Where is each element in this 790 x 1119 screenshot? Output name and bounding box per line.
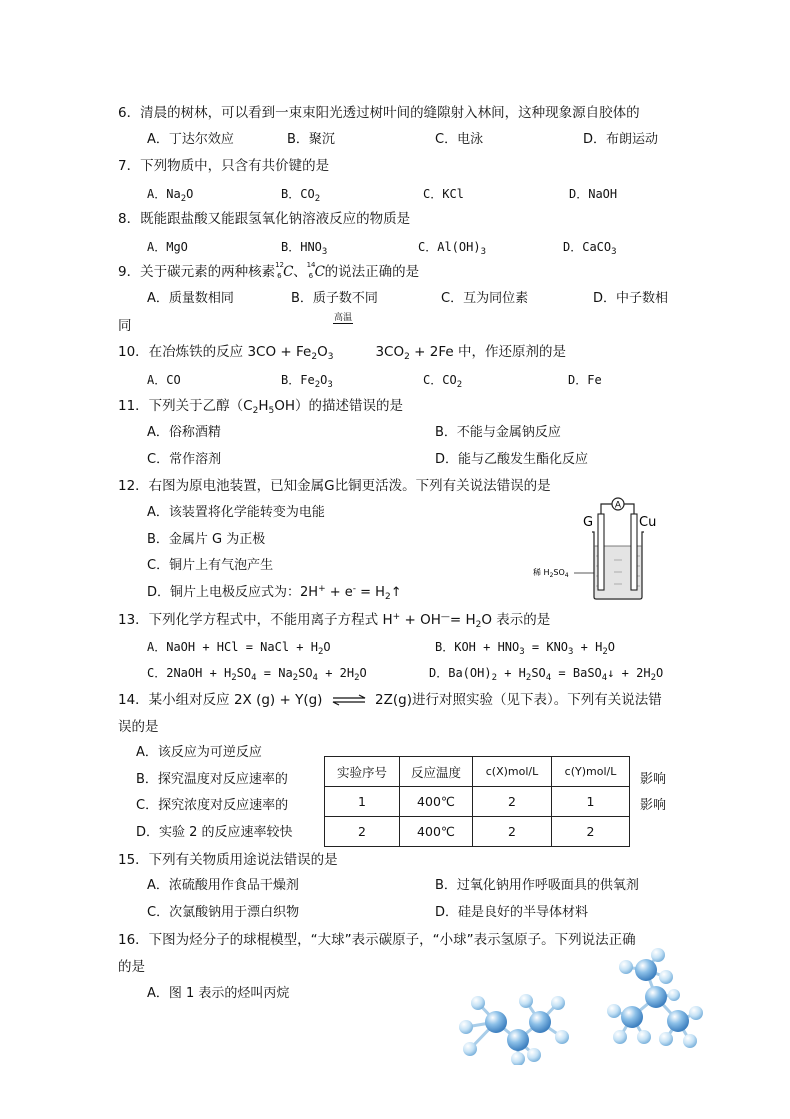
q15-option-d: D．硅是良好的半导体材料 — [435, 905, 589, 920]
electrode-g — [598, 514, 604, 590]
electrode-g-label: G — [583, 515, 594, 530]
q15-stem: 15．下列有关物质用途说法错误的是 — [118, 852, 338, 868]
electrode-cu-label: Cu — [639, 515, 657, 530]
q6-option-d: D．布朗运动 — [583, 132, 659, 147]
q16-stem-wrap: 的是 — [118, 959, 145, 975]
table-cell: 2 — [473, 787, 552, 817]
q8-option-a: A．MgO — [147, 240, 188, 254]
q13-option-a: A．NaOH + HCl = NaCl + $H_2O$ — [147, 640, 331, 657]
q14-option-c-tail: 影响 — [640, 798, 667, 813]
q15-option-a: A．浓硫酸用作食品干燥剂 — [147, 878, 299, 893]
q10-condition: 高温 — [334, 313, 353, 323]
q7-option-c: C．KCl — [423, 187, 464, 201]
q14-option-a: A．该反应为可逆反应 — [136, 745, 262, 760]
q12-option-b: B．金属片 G 为正极 — [147, 532, 266, 547]
table-cell: 1 — [325, 787, 400, 817]
table-header-row — [325, 757, 630, 787]
svg-text:A: A — [614, 500, 622, 511]
q8-option-c: C．$Al(OH)_3$ — [418, 240, 486, 257]
q6-option-c: C．电泳 — [435, 132, 484, 147]
q6-option-b: B．聚沉 — [287, 132, 335, 147]
galvanic-cell-figure — [530, 494, 660, 606]
q8-option-b: B．$HNO_3$ — [281, 240, 328, 257]
table-cell: 400℃ — [400, 817, 473, 847]
table-cell: 2 — [325, 817, 400, 847]
table-header: 反应温度 — [400, 757, 473, 787]
q14-option-b-tail: 影响 — [640, 772, 667, 787]
q14-option-b: B．探究温度对反应速率的 — [136, 772, 288, 787]
q13-stem: 13．下列化学方程式中，不能用离子方程式 $H^+ + OH^—= H_2O$ 表示的是 — [118, 612, 551, 630]
molecule-models — [440, 945, 720, 1065]
q7-option-b: B．$CO_2$ — [281, 187, 321, 204]
q12-option-c: C．铜片上有气泡产生 — [147, 558, 274, 573]
table-cell: 2 — [552, 817, 630, 847]
nuclide-c12: 12 6 C — [275, 261, 294, 280]
molecule-model-1 — [459, 994, 569, 1065]
table-header: c(Y)mol/L — [552, 757, 630, 787]
q15-option-c: C．次氯酸钠用于漂白织物 — [147, 905, 300, 920]
table-cell: 400℃ — [400, 787, 473, 817]
table-row — [325, 817, 630, 847]
q15-option-b: B．过氧化钠用作呼吸面具的供氧剂 — [435, 878, 639, 893]
q10-option-c: C．$CO_2$ — [423, 373, 463, 390]
q11-option-a: A．俗称酒精 — [147, 425, 221, 440]
table-header: 实验序号 — [325, 757, 400, 787]
q10-stem: 10．在冶炼铁的反应 $3CO + Fe_2O_3$ $3CO_2 + 2Fe$ 中，作还原剂的是 — [118, 344, 566, 362]
nuclide-c14: 14 6 C — [306, 261, 325, 280]
q10-option-d: D．Fe — [568, 373, 602, 387]
electrode-cu — [631, 514, 637, 590]
q16-option-a: A．图 1 表示的烃叫丙烷 — [147, 986, 290, 1001]
table-header: c(X)mol/L — [473, 757, 552, 787]
q11-stem: 11．下列关于乙醇$(C_2H_5OH)$的描述错误的是 — [118, 398, 404, 416]
q7-option-d: D．NaOH — [569, 187, 618, 201]
molecule-model-2 — [607, 948, 703, 1048]
q16-stem: 16．下图为烃分子的球棍模型，“大球”表示碳原子，“小球”表示氢原子。下列说法正确 — [118, 932, 636, 948]
table-cell: 1 — [552, 787, 630, 817]
ammeter — [612, 498, 624, 511]
reversible-arrow-icon — [327, 694, 371, 706]
q9-option-d-wrap: 同 — [118, 318, 132, 334]
q6-option-a: A．丁达尔效应 — [147, 132, 234, 147]
q11-option-d: D．能与乙酸发生酯化反应 — [435, 452, 589, 467]
q10-option-b: B．$Fe_2O_3$ — [281, 373, 333, 390]
q13-option-d: D．$Ba(OH)_2 + H_2SO_4$ = BaSO$_4$↓ + $2H_2O$ — [429, 666, 664, 683]
q14-stem-wrap: 误的是 — [118, 719, 159, 735]
q9-option-c: C．互为同位素 — [441, 291, 529, 306]
q9-stem: 9．关于碳元素的两种核素 12 6 C 、 14 6 C 的说法正确的是 — [118, 261, 420, 280]
q11-option-c: C．常作溶剂 — [147, 452, 222, 467]
q9-option-d: D．中子数相 — [593, 291, 669, 306]
q11-option-b: B．不能与金属钠反应 — [435, 425, 561, 440]
table-cell: 2 — [473, 817, 552, 847]
q10-option-a: A．CO — [147, 373, 181, 387]
q14-stem: 14．某小组对反应 2X (g) + Y(g) 2Z(g)进行对照实验（见下表）。下列有关说法错 — [118, 692, 662, 708]
q9-option-a: A．质量数相同 — [147, 291, 234, 306]
q12-stem: 12．右图为原电池装置，已知金属G比铜更活泼。下列有关说法错误的是 — [118, 478, 551, 494]
q13-option-b: B．KOH + $HNO_3 = KNO_3 + H_2O$ — [435, 640, 616, 657]
q14-option-c: C．探究浓度对反应速率的 — [136, 798, 289, 813]
solution-label: 稀 $H_2SO_4$ — [533, 568, 569, 579]
experiment-table — [324, 756, 630, 847]
q13-option-c: C．2NaOH + $H_2SO_4 = Na_2SO_4 + 2H_2O$ — [147, 666, 367, 683]
q8-option-d: D．CaCO$_3$ — [563, 240, 617, 257]
q9-option-b: B．质子数不同 — [291, 291, 378, 306]
q6-stem: 6．清晨的树林，可以看到一束束阳光透过树叶间的缝隙射入林间，这种现象源自胶体的 — [118, 105, 640, 121]
q7-option-a: A．$Na_2O$ — [147, 187, 194, 204]
q12-option-a: A．该装置将化学能转变为电能 — [147, 505, 325, 520]
q12-option-d: D．铜片上电极反应式为：$2H^+ + e^- = H_2↑$ — [147, 584, 402, 602]
table-row — [325, 787, 630, 817]
q14-option-d: D．实验 2 的反应速率较快 — [136, 825, 293, 840]
q8-stem: 8．既能跟盐酸又能跟氢氧化钠溶液反应的物质是 — [118, 211, 411, 227]
q7-stem: 7．下列物质中，只含有共价键的是 — [118, 158, 330, 174]
